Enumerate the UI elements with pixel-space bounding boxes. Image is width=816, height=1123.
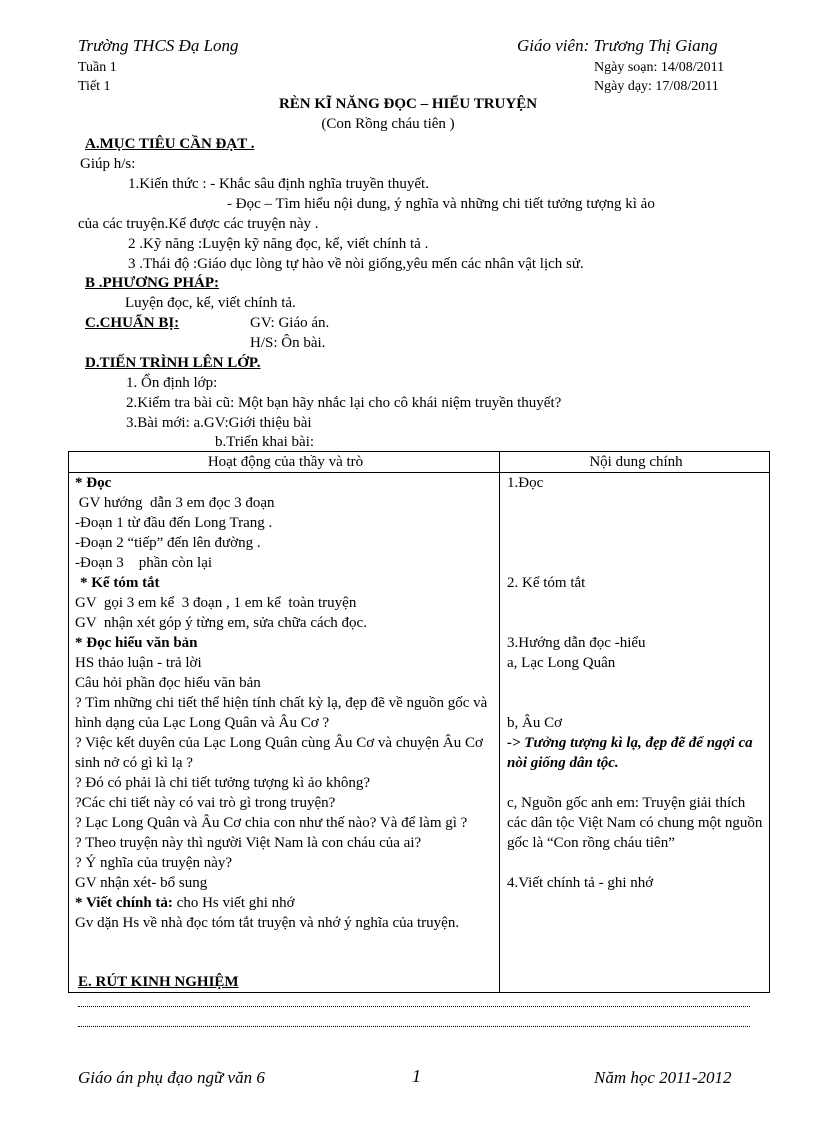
step-3: 3.Bài mới: a.GV:Giới thiệu bài (126, 415, 312, 431)
content-dictation: 4.Viết chính tả - ghi nhớ (507, 875, 654, 891)
question-2: ? Việc kết duyên của Lạc Long Quân cùng Âu Cơ và chuyện Âu Cơ sinh nở có gì kì lạ ? (75, 735, 483, 771)
content-origin: c, Nguồn gốc anh em: Truyện giải thích các dân tộc Việt Nam có chung một nguồn gốc là “Con rồng cháu tiên” (507, 795, 763, 851)
knowledge-line-3: của các truyện.Kể được các truyện này . (78, 216, 319, 232)
question-5: ? Lạc Long Quân và Âu Cơ chia con như thế nào? Và để làm gì ? (75, 815, 468, 831)
question-7: ? Ý nghĩa của truyện này? (75, 855, 233, 871)
step-1: 1. Ổn định lớp: (126, 375, 218, 391)
teacher-name: Giáo viên: Trương Thị Giang (517, 36, 718, 55)
content-lac-long-quan: a, Lạc Long Quân (507, 655, 616, 671)
tell-line-2: GV nhận xét góp ý từng em, sửa chữa cách đọc. (75, 615, 367, 631)
page-title: RÈN KĨ NĂNG ĐỌC – HIỂU TRUYỆN (278, 96, 538, 112)
comprehension-title: * Đọc hiểu văn bản (75, 635, 198, 651)
tell-title: * Kể tóm tắt (80, 575, 160, 591)
tell-line-1: GV gọi 3 em kể 3 đoạn , 1 em kể toàn truyện (75, 595, 357, 611)
note-line-2 (78, 1026, 750, 1028)
section-c-heading: C.CHUẨN BỊ: (85, 315, 180, 331)
section-a-heading: A.MỤC TIÊU CẦN ĐẠT . (85, 136, 255, 152)
skill-line: 2 .Kỹ năng :Luyện kỹ năng đọc, kể, viết chính tả . (128, 236, 429, 252)
week-label: Tuần 1 (78, 60, 117, 75)
section-c-gv: GV: Giáo án. (250, 315, 330, 331)
step-3b: b.Triển khai bài: (215, 434, 315, 450)
knowledge-line-2: - Đọc – Tìm hiểu nội dung, ý nghĩa và những chi tiết tưởng tượng kì ảo (227, 196, 655, 212)
col-activities-header: Hoạt động của thầy và trò (69, 452, 500, 473)
content-cell (500, 473, 770, 993)
content-au-co: b, Âu Cơ (507, 715, 563, 731)
section-b-text: Luyện đọc, kể, viết chính tả. (125, 295, 296, 311)
period-label: Tiết 1 (78, 79, 111, 94)
section-e-heading: E. RÚT KINH NGHIỆM (78, 974, 239, 990)
section-b-heading: B .PHƯƠNG PHÁP: (85, 275, 220, 291)
read-title: * Đọc (75, 475, 112, 491)
content-tell: 2. Kể tóm tắt (507, 575, 586, 591)
date-prepared: Ngày soạn: 14/08/2011 (594, 60, 725, 75)
footer-left: Giáo án phụ đạo ngữ văn 6 (78, 1068, 265, 1087)
table-row (69, 473, 770, 993)
write-line (75, 893, 495, 913)
step-2: 2.Kiểm tra bài cũ: Một bạn hãy nhắc lại cho cô khái niệm truyền thuyết? (126, 395, 562, 411)
attitude-line: 3 .Thái độ :Giáo dục lòng tự hào về nòi giống,yêu mến các nhân vật lịch sử. (128, 256, 584, 272)
page-subtitle: (Con Rồng cháu tiên ) (321, 116, 455, 132)
read-line-1: GV hướng dẫn 3 em đọc 3 đoạn (75, 495, 275, 511)
date-taught: Ngày dạy: 17/08/2011 (594, 79, 719, 94)
question-3: ? Đó có phải là chi tiết tưởng tượng kì ảo không? (75, 775, 370, 791)
read-line-3: -Đoạn 2 “tiếp” đến lên đường . (75, 535, 261, 551)
comprehension-line-2: Câu hỏi phần đọc hiểu văn bản (75, 675, 261, 691)
read-line-4: -Đoạn 3 phần còn lại (75, 555, 213, 571)
teacher-comment: GV nhận xét- bổ sung (75, 875, 208, 891)
write-title: * Viết chính tả: (75, 895, 173, 911)
content-imagination-note: -> Tưởng tượng kì lạ, đẹp đẽ để ngợi ca nòi giống dân tộc. (507, 735, 753, 771)
question-6: ? Theo truyện này thì người Việt Nam là con cháu của ai? (75, 835, 422, 851)
comprehension-line-1: HS thảo luận - trả lời (75, 655, 202, 671)
table-header-row (69, 452, 770, 473)
question-1: ? Tìm những chi tiết thể hiện tính chất kỳ lạ, đẹp đẽ về nguồn gốc và hình dạng của Lạc Long Quân và Âu Cơ ? (75, 695, 488, 731)
section-a-intro: Giúp h/s: (80, 156, 136, 172)
section-c-hs: H/S: Ôn bài. (250, 335, 326, 351)
read-line-2: -Đoạn 1 từ đầu đến Long Trang . (75, 515, 273, 531)
school-name: Trường THCS Đạ Long (78, 36, 239, 55)
lesson-table (68, 451, 770, 993)
section-d-heading: D.TIẾN TRÌNH LÊN LỚP. (85, 355, 261, 371)
write-rest: cho Hs viết ghi nhớ (172, 895, 295, 911)
activities-cell (69, 473, 500, 993)
footer-right: Năm học 2011-2012 (594, 1068, 732, 1087)
knowledge-line-1: 1.Kiến thức : - Khắc sâu định nghĩa truyền thuyết. (128, 176, 429, 192)
homework-line: Gv dặn Hs về nhà đọc tóm tắt truyện và nhớ ý nghĩa của truyện. (75, 915, 460, 931)
question-4: ?Các chi tiết này có vai trò gì trong truyện? (75, 795, 336, 811)
content-comprehension: 3.Hướng dẫn đọc -hiểu (507, 635, 646, 651)
content-read: 1.Đọc (507, 475, 544, 491)
page-number: 1 (412, 1066, 421, 1086)
note-line-1 (78, 1006, 750, 1008)
col-content-header: Nội dung chính (500, 452, 770, 473)
